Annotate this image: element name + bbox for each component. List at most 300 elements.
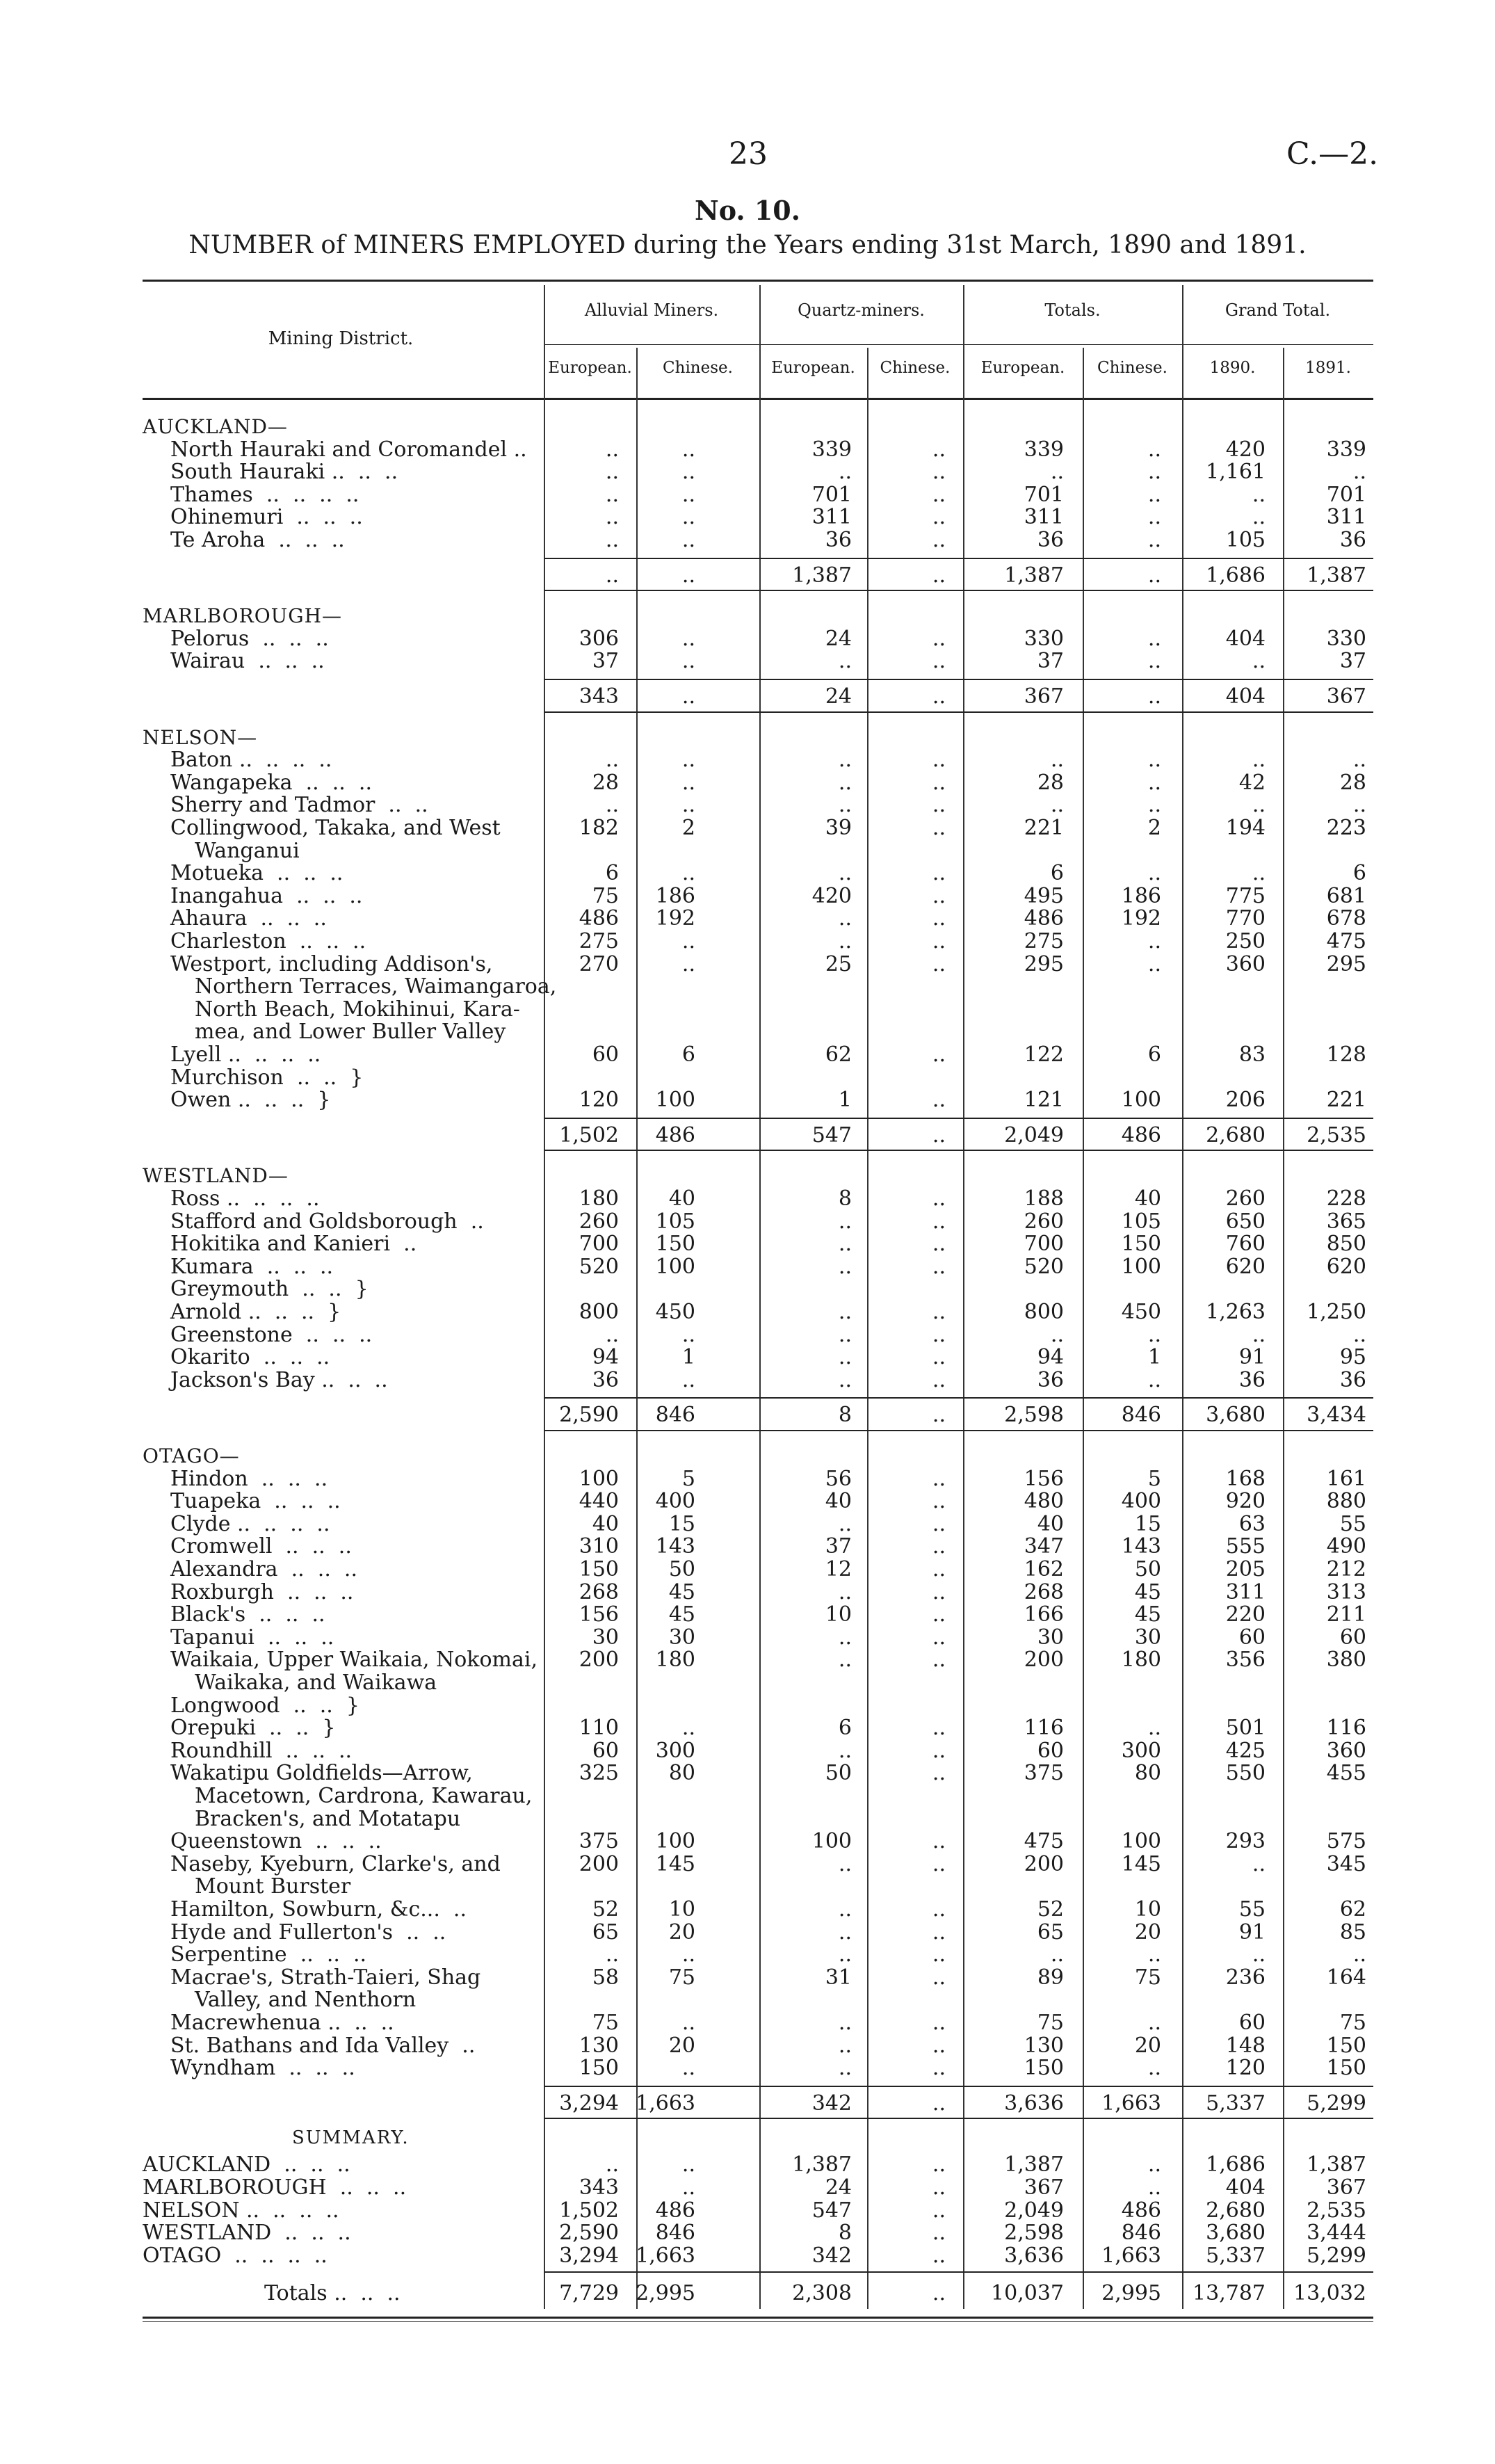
table-row-cell: .. — [932, 906, 946, 931]
table-row-cell: .. — [838, 1254, 852, 1279]
summary-row-cell: 1,502 — [559, 2198, 619, 2223]
table-row-cell: 83 — [1238, 1042, 1266, 1067]
table-row-cell: 268 — [1024, 1579, 1064, 1604]
table-row-cell: 55 — [1238, 1897, 1266, 1922]
summary-row-cell: 486 — [1121, 2198, 1161, 2223]
subtotal-row-cell: 2,680 — [1206, 1122, 1266, 1148]
table-row-cell: .. — [932, 482, 946, 507]
totals-row-cell: .. — [932, 2281, 946, 2306]
table-row-cell: .. — [932, 437, 946, 462]
header-bottom-rule — [143, 398, 1373, 400]
table-row-cell: 620 — [1225, 1254, 1266, 1279]
summary-row-cell: .. — [681, 2175, 695, 2200]
table-row-cell: 30 — [1037, 1625, 1064, 1650]
column-rule — [1182, 285, 1183, 2309]
district-label: Te Aroha .. .. .. — [170, 528, 345, 552]
table-row-cell: 37 — [825, 1534, 852, 1559]
table-row-cell: 75 — [592, 883, 619, 908]
table-row-cell: 80 — [1134, 1761, 1161, 1786]
table-row-cell: 105 — [1121, 1209, 1161, 1234]
table-row-cell: .. — [1147, 626, 1161, 651]
table-row-cell: 75 — [668, 1965, 695, 1990]
table-row-cell: .. — [681, 861, 695, 886]
table-row-cell: 150 — [1024, 2056, 1064, 2081]
subtotal-rule — [544, 1118, 1373, 1119]
table-row-cell: .. — [932, 793, 946, 818]
table-row-cell: 205 — [1225, 1557, 1266, 1581]
table-row-cell: 380 — [1326, 1648, 1366, 1673]
table-row-cell: .. — [932, 1534, 946, 1559]
subtotal-rule-below — [544, 711, 1373, 713]
table-row-cell: .. — [838, 793, 852, 818]
table-row-cell: .. — [932, 1254, 946, 1279]
totals-label: Totals .. .. .. — [264, 2281, 401, 2306]
table-row-cell: .. — [1252, 482, 1266, 507]
table-row-cell: .. — [681, 649, 695, 674]
header-sub: Chinese. — [880, 359, 951, 377]
district-label: Waikaka, and Waikawa — [195, 1670, 437, 1695]
district-label: Clyde .. .. .. .. — [170, 1511, 330, 1536]
table-row-cell: 145 — [1121, 1851, 1161, 1876]
table-row-cell: 192 — [1121, 906, 1161, 931]
table-row-cell: 404 — [1225, 626, 1266, 651]
table-row-cell: .. — [1147, 1322, 1161, 1347]
table-row-cell: 220 — [1225, 1602, 1266, 1627]
table-row-cell: 100 — [579, 1466, 619, 1491]
table-row-cell: 495 — [1024, 883, 1064, 908]
district-label: Kumara .. .. .. — [170, 1254, 334, 1279]
table-row-cell: .. — [1050, 1322, 1064, 1347]
district-label: Stafford and Goldsborough .. — [170, 1209, 484, 1234]
table-row-cell: 920 — [1225, 1489, 1266, 1514]
table-row-cell: 62 — [825, 1042, 852, 1067]
table-row-cell: 450 — [655, 1300, 695, 1324]
table-row-cell: 575 — [1326, 1829, 1366, 1854]
table-row-cell: 36 — [1238, 1367, 1266, 1392]
table-row-cell: 760 — [1225, 1232, 1266, 1257]
table-row-cell: 311 — [1225, 1579, 1266, 1604]
table-row-cell: 250 — [1225, 929, 1266, 953]
table-row-cell: 620 — [1326, 1254, 1366, 1279]
table-row-cell: 520 — [579, 1254, 619, 1279]
table-row-cell: 228 — [1326, 1186, 1366, 1211]
table-row-cell: .. — [932, 460, 946, 485]
district-label: Charleston .. .. .. — [170, 929, 366, 953]
header-sub: European. — [548, 359, 632, 377]
subtotal-rule — [544, 558, 1373, 559]
table-row-cell: 45 — [1134, 1579, 1161, 1604]
table-row-cell: 36 — [1037, 1367, 1064, 1392]
table-row-cell: .. — [838, 2033, 852, 2058]
table-row-cell: 186 — [1121, 883, 1161, 908]
district-label: Black's .. .. .. — [170, 1602, 325, 1627]
table-row-cell: 10 — [825, 1602, 852, 1627]
table-row-cell: 145 — [655, 1851, 695, 1876]
table-row-cell: 50 — [1134, 1557, 1161, 1581]
subtotal-row-cell: .. — [1147, 563, 1161, 588]
summary-row-cell: 547 — [811, 2198, 852, 2223]
subtotal-row-cell: 3,294 — [559, 2091, 619, 2116]
table-row-cell: 100 — [1121, 1254, 1161, 1279]
table-row-cell: 770 — [1225, 906, 1266, 931]
table-row-cell: .. — [1252, 861, 1266, 886]
district-label: Macetown, Cardrona, Kawarau, — [195, 1784, 533, 1808]
table-row-cell: .. — [838, 1648, 852, 1673]
table-row-cell: 200 — [579, 1648, 619, 1673]
table-row-cell: .. — [1352, 748, 1366, 773]
table-row-cell: .. — [681, 626, 695, 651]
summary-row-cell: .. — [932, 2152, 946, 2177]
summary-row-cell: .. — [605, 2152, 619, 2177]
table-row-cell: 100 — [811, 1829, 852, 1854]
district-label: Alexandra .. .. .. — [170, 1557, 358, 1581]
summary-row-cell: 1,387 — [1004, 2152, 1064, 2177]
district-label: Arnold .. .. .. } — [170, 1300, 341, 1324]
table-row-cell: 200 — [1024, 1648, 1064, 1673]
table-row-cell: 186 — [655, 883, 695, 908]
summary-row-cell: 1,387 — [792, 2152, 852, 2177]
subtotal-rule-below — [544, 1430, 1373, 1431]
district-label: Northern Terraces, Waimangaroa, — [195, 974, 557, 999]
table-row-cell: 40 — [668, 1186, 695, 1211]
summary-label: MARLBOROUGH .. .. .. — [143, 2175, 407, 2200]
table-row-cell: 681 — [1326, 883, 1366, 908]
header-sub: 1890. — [1209, 359, 1256, 377]
table-row-cell: 130 — [579, 2033, 619, 2058]
table-row-cell: .. — [1252, 649, 1266, 674]
table-row-cell: 85 — [1339, 1919, 1366, 1944]
table-row-cell: 200 — [1024, 1851, 1064, 1876]
table-row-cell: 75 — [1134, 1965, 1161, 1990]
table-row-cell: 120 — [579, 1088, 619, 1113]
summary-row-cell: 846 — [655, 2221, 695, 2246]
district-label: Bracken's, and Motatapu — [195, 1806, 461, 1831]
table-row-cell: 94 — [592, 1345, 619, 1370]
table-row-cell: .. — [1252, 1942, 1266, 1967]
table-row-cell: 10 — [1134, 1897, 1161, 1922]
subtotal-row-cell: .. — [932, 684, 946, 709]
table-row-cell: 116 — [1326, 1716, 1366, 1741]
table-row-cell: 52 — [1037, 1897, 1064, 1922]
district-label: Okarito .. .. .. — [170, 1345, 330, 1370]
table-row-cell: .. — [681, 2056, 695, 2081]
table-row-cell: .. — [932, 1511, 946, 1536]
table-row-cell: .. — [1050, 793, 1064, 818]
table-row-cell: 80 — [668, 1761, 695, 1786]
table-row-cell: 5 — [681, 1466, 695, 1491]
table-row-cell: 800 — [579, 1300, 619, 1324]
table-row-cell: 1 — [681, 1345, 695, 1370]
subtotal-row-cell: .. — [932, 1403, 946, 1428]
table-row-cell: .. — [1352, 1942, 1366, 1967]
totals-rule — [544, 2271, 1373, 2273]
table-row-cell: 211 — [1326, 1602, 1366, 1627]
table-row-cell: 347 — [1024, 1534, 1064, 1559]
table-row-cell: 330 — [1024, 626, 1064, 651]
table-row-cell: 91 — [1238, 1919, 1266, 1944]
table-row-cell: 28 — [1339, 770, 1366, 795]
table-row-cell: 166 — [1024, 1602, 1064, 1627]
subtotal-row-cell: .. — [1147, 684, 1161, 709]
column-rule — [963, 285, 964, 2309]
summary-row-cell: 404 — [1225, 2175, 1266, 2200]
table-row-cell: 30 — [668, 1625, 695, 1650]
table-row-cell: 486 — [579, 906, 619, 931]
table-row-cell: .. — [681, 505, 695, 530]
table-row-cell: 40 — [1037, 1511, 1064, 1536]
table-row-cell: 128 — [1326, 1042, 1366, 1067]
table-row-cell: .. — [605, 528, 619, 552]
table-row-cell: .. — [838, 2011, 852, 2035]
table-row-cell: 360 — [1225, 951, 1266, 976]
table-top-rule — [143, 280, 1373, 282]
table-row-cell: 6 — [838, 1716, 852, 1741]
table-row-cell: .. — [932, 1088, 946, 1113]
subtotal-row-cell: 2,598 — [1004, 1403, 1064, 1428]
summary-row-cell: 342 — [811, 2243, 852, 2268]
table-row-cell: 12 — [825, 1557, 852, 1581]
table-row-cell: 200 — [579, 1851, 619, 1876]
table-row-cell: 148 — [1225, 2033, 1266, 2058]
table-row-cell: 339 — [1326, 437, 1366, 462]
header-district: Mining District. — [268, 328, 414, 349]
table-row-cell: .. — [838, 1232, 852, 1257]
table-row-cell: 150 — [655, 1232, 695, 1257]
table-row-cell: 440 — [579, 1489, 619, 1514]
table-row-cell: 356 — [1225, 1648, 1266, 1673]
table-row-cell: .. — [1147, 770, 1161, 795]
table-row-cell: .. — [838, 460, 852, 485]
table-row-cell: .. — [1252, 793, 1266, 818]
table-row-cell: 52 — [592, 1897, 619, 1922]
district-label: Wanganui — [195, 838, 300, 863]
table-row-cell: 311 — [1024, 505, 1064, 530]
table-row-cell: .. — [1147, 748, 1161, 773]
table-row-cell: 55 — [1339, 1511, 1366, 1536]
table-row-cell: 156 — [1024, 1466, 1064, 1491]
table-number: No. 10. — [695, 195, 800, 226]
table-row-cell: .. — [932, 528, 946, 552]
subtotal-rule-below — [544, 2118, 1373, 2119]
table-row-cell: 30 — [592, 1625, 619, 1650]
table-row-cell: 110 — [579, 1716, 619, 1741]
table-row-cell: 313 — [1326, 1579, 1366, 1604]
table-row-cell: 122 — [1024, 1042, 1064, 1067]
district-label: mea, and Lower Buller Valley — [195, 1020, 506, 1045]
table-row-cell: 182 — [579, 816, 619, 840]
summary-row-cell: 367 — [1024, 2175, 1064, 2200]
table-row-cell: 20 — [1134, 1919, 1161, 1944]
table-row-cell: 63 — [1238, 1511, 1266, 1536]
table-row-cell: .. — [681, 460, 695, 485]
district-label: Mount Burster — [195, 1874, 351, 1899]
subtotal-rule — [544, 2086, 1373, 2087]
summary-row-cell: 8 — [838, 2221, 852, 2246]
summary-row-cell: 1,663 — [636, 2243, 695, 2268]
subtotal-row-cell: 342 — [811, 2091, 852, 2116]
table-row-cell: 37 — [592, 649, 619, 674]
subtotal-row-cell: 2,049 — [1004, 1122, 1064, 1148]
table-row-cell: 678 — [1326, 906, 1366, 931]
header-group: Quartz-miners. — [798, 300, 925, 320]
summary-row-cell: .. — [932, 2221, 946, 2246]
table-row-cell: 62 — [1339, 1897, 1366, 1922]
table-row-cell: .. — [838, 1367, 852, 1392]
table-row-cell: 475 — [1024, 1829, 1064, 1854]
table-row-cell: .. — [605, 437, 619, 462]
table-row-cell: .. — [1147, 861, 1161, 886]
table-row-cell: 5 — [1147, 1466, 1161, 1491]
table-row-cell: .. — [932, 505, 946, 530]
table-row-cell: 150 — [579, 1557, 619, 1581]
totals-row-cell: 2,995 — [636, 2281, 695, 2306]
table-row-cell: 100 — [655, 1088, 695, 1113]
table-row-cell: 45 — [668, 1602, 695, 1627]
subtotal-row-cell: 3,636 — [1004, 2091, 1064, 2116]
table-row-cell: 39 — [825, 816, 852, 840]
group-name: NELSON— — [143, 725, 258, 749]
table-row-cell: .. — [838, 770, 852, 795]
table-row-cell: .. — [838, 2056, 852, 2081]
table-row-cell: .. — [1050, 748, 1064, 773]
table-row-cell: 36 — [1037, 528, 1064, 552]
district-label: Wyndham .. .. .. — [170, 2056, 355, 2081]
table-row-cell: 1,161 — [1206, 460, 1266, 485]
table-row-cell: 45 — [668, 1579, 695, 1604]
table-row-cell: .. — [932, 1345, 946, 1370]
table-row-cell: 480 — [1024, 1489, 1064, 1514]
table-row-cell: 164 — [1326, 1965, 1366, 1990]
table-row-cell: .. — [1147, 1716, 1161, 1741]
summary-row-cell: 2,680 — [1206, 2198, 1266, 2223]
table-row-cell: 42 — [1238, 770, 1266, 795]
table-row-cell: .. — [681, 951, 695, 976]
table-row-cell: .. — [932, 1367, 946, 1392]
subtotal-rule — [544, 1397, 1373, 1399]
table-row-cell: 325 — [579, 1761, 619, 1786]
table-row-cell: 6 — [681, 1042, 695, 1067]
table-row-cell: .. — [681, 1367, 695, 1392]
table-row-cell: 212 — [1326, 1557, 1366, 1581]
district-label: Greenstone .. .. .. — [170, 1322, 373, 1347]
table-row-cell: 330 — [1326, 626, 1366, 651]
table-row-cell: .. — [605, 505, 619, 530]
summary-row-cell: 343 — [579, 2175, 619, 2200]
table-row-cell: .. — [932, 626, 946, 651]
table-row-cell: 10 — [668, 1897, 695, 1922]
group-name: OTAGO— — [143, 1444, 240, 1467]
table-row-cell: 121 — [1024, 1088, 1064, 1113]
table-row-cell: .. — [605, 482, 619, 507]
table-row-cell: 36 — [1339, 528, 1366, 552]
district-label: Naseby, Kyeburn, Clarke's, and — [170, 1851, 501, 1876]
header-group: Grand Total. — [1225, 300, 1331, 320]
table-row-cell: 555 — [1225, 1534, 1266, 1559]
group-name: WESTLAND— — [143, 1164, 289, 1188]
table-row-cell: 375 — [579, 1829, 619, 1854]
table-row-cell: 40 — [825, 1489, 852, 1514]
table-row-cell: .. — [838, 1345, 852, 1370]
table-row-cell: .. — [681, 528, 695, 552]
totals-row-cell: 10,037 — [991, 2281, 1064, 2306]
table-row-cell: .. — [838, 1851, 852, 1876]
summary-row-cell: 1,387 — [1307, 2152, 1366, 2177]
table-row-cell: 28 — [1037, 770, 1064, 795]
summary-row-cell: 367 — [1326, 2175, 1366, 2200]
table-row-cell: 65 — [1037, 1919, 1064, 1944]
table-row-cell: 168 — [1225, 1466, 1266, 1491]
table-row-cell: .. — [681, 793, 695, 818]
table-row-cell: .. — [932, 861, 946, 886]
table-row-cell: .. — [932, 1829, 946, 1854]
table-row-cell: .. — [932, 1300, 946, 1324]
subtotal-row-cell: 24 — [825, 684, 852, 709]
summary-row-cell: 2,049 — [1004, 2198, 1064, 2223]
subtotal-row-cell: .. — [932, 563, 946, 588]
table-row-cell: .. — [932, 1625, 946, 1650]
table-row-cell: .. — [932, 1557, 946, 1581]
table-row-cell: 65 — [592, 1919, 619, 1944]
table-row-cell: 36 — [592, 1367, 619, 1392]
table-row-cell: 150 — [1326, 2033, 1366, 2058]
table-row-cell: 143 — [1121, 1534, 1161, 1559]
table-row-cell: .. — [932, 1602, 946, 1627]
table-row-cell: .. — [681, 1322, 695, 1347]
table-row-cell: 850 — [1326, 1232, 1366, 1257]
table-row-cell: 60 — [1238, 1625, 1266, 1650]
table-row-cell: 60 — [1037, 1738, 1064, 1763]
table-row-cell: 260 — [579, 1209, 619, 1234]
table-row-cell: 701 — [1326, 482, 1366, 507]
subtotal-row-cell: .. — [681, 684, 695, 709]
table-row-cell: 400 — [655, 1489, 695, 1514]
table-row-cell: .. — [605, 1942, 619, 1967]
summary-row-cell: 5,337 — [1206, 2243, 1266, 2268]
district-label: Hindon .. .. .. — [170, 1466, 328, 1491]
header-group: Totals. — [1044, 300, 1101, 320]
district-label: Murchison .. .. } — [170, 1065, 364, 1090]
table-row-cell: .. — [1147, 1367, 1161, 1392]
district-label: Greymouth .. .. } — [170, 1277, 369, 1302]
table-row-cell: .. — [932, 1579, 946, 1604]
table-row-cell: .. — [932, 951, 946, 976]
district-label: Ahaura .. .. .. — [170, 906, 327, 931]
table-row-cell: .. — [932, 770, 946, 795]
subtotal-row-cell: 343 — [579, 684, 619, 709]
table-row-cell: 180 — [579, 1186, 619, 1211]
summary-row-cell: 3,636 — [1004, 2243, 1064, 2268]
table-row-cell: 180 — [1121, 1648, 1161, 1673]
table-row-cell: .. — [1147, 793, 1161, 818]
table-row-cell: .. — [932, 1965, 946, 1990]
district-label: Macrewhenua .. .. .. — [170, 2011, 394, 2035]
table-row-cell: 161 — [1326, 1466, 1366, 1491]
table-row-cell: 20 — [668, 2033, 695, 2058]
district-label: Baton .. .. .. .. — [170, 748, 332, 773]
table-row-cell: 339 — [1024, 437, 1064, 462]
table-row-cell: 56 — [825, 1466, 852, 1491]
district-label: Cromwell .. .. .. — [170, 1534, 352, 1559]
table-row-cell: .. — [932, 1042, 946, 1067]
subtotal-row-cell: 2,590 — [559, 1403, 619, 1428]
table-row-cell: .. — [1352, 1322, 1366, 1347]
table-row-cell: .. — [1147, 505, 1161, 530]
district-label: Hyde and Fullerton's .. .. — [170, 1919, 446, 1944]
table-row-cell: .. — [681, 929, 695, 953]
table-row-cell: 275 — [1024, 929, 1064, 953]
table-row-cell: .. — [605, 748, 619, 773]
table-row-cell: 40 — [1134, 1186, 1161, 1211]
